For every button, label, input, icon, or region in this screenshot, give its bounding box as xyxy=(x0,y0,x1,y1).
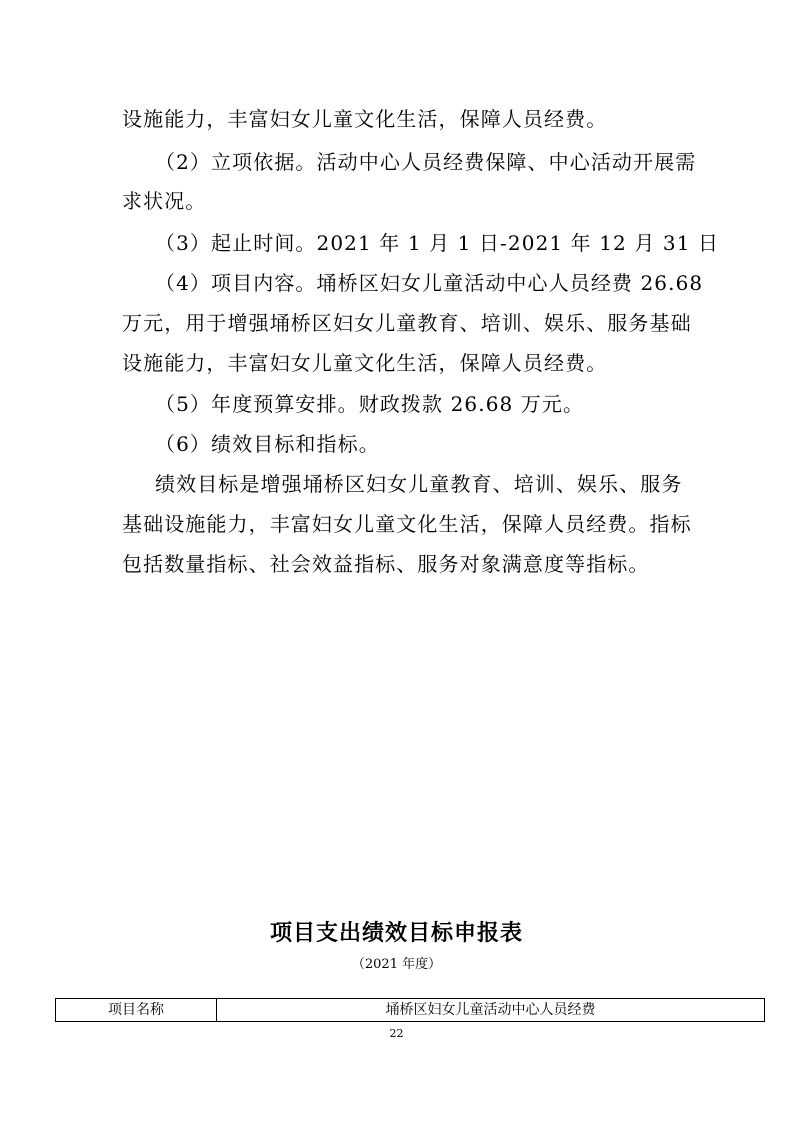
paragraph-line: 基础设施能力，丰富妇女儿童文化生活，保障人员经费。指标 xyxy=(122,512,692,536)
page-number: 22 xyxy=(389,1027,404,1040)
paragraph-line: （3）起止时间。2021 年 1 月 1 日-2021 年 12 月 31 日 xyxy=(155,231,720,255)
paragraph-line: 设施能力，丰富妇女儿童文化生活，保障人员经费。 xyxy=(122,107,608,131)
table-title: 项目支出绩效目标申报表 xyxy=(269,921,523,946)
paragraph-line: （5）年度预算安排。财政拨款 26.68 万元。 xyxy=(155,392,585,416)
table-row xyxy=(56,999,765,1022)
paragraph-line: 万元，用于增强埇桥区妇女儿童教育、培训、娱乐、服务基础 xyxy=(122,311,692,335)
paragraph-line: 包括数量指标、社会效益指标、服务对象满意度等指标。 xyxy=(122,552,650,576)
table-year: （2021 年度） xyxy=(351,957,442,972)
project-table xyxy=(55,998,765,1022)
paragraph-line: 设施能力，丰富妇女儿童文化生活，保障人员经费。 xyxy=(122,351,608,375)
paragraph-line: （2）立项依据。活动中心人员经费保障、中心活动开展需 xyxy=(155,150,697,174)
paragraph-line: 绩效目标是增强埇桥区妇女儿童教育、培训、娱乐、服务 xyxy=(155,472,683,496)
paragraph-line: 求状况。 xyxy=(122,189,207,213)
project-name-label: 项目名称 xyxy=(56,999,217,1022)
paragraph-line: （6）绩效目标和指标。 xyxy=(155,432,380,456)
paragraph-line: （4）项目内容。埇桥区妇女儿童活动中心人员经费 26.68 xyxy=(155,271,704,295)
project-name-value: 埇桥区妇女儿童活动中心人员经费 xyxy=(217,999,765,1022)
